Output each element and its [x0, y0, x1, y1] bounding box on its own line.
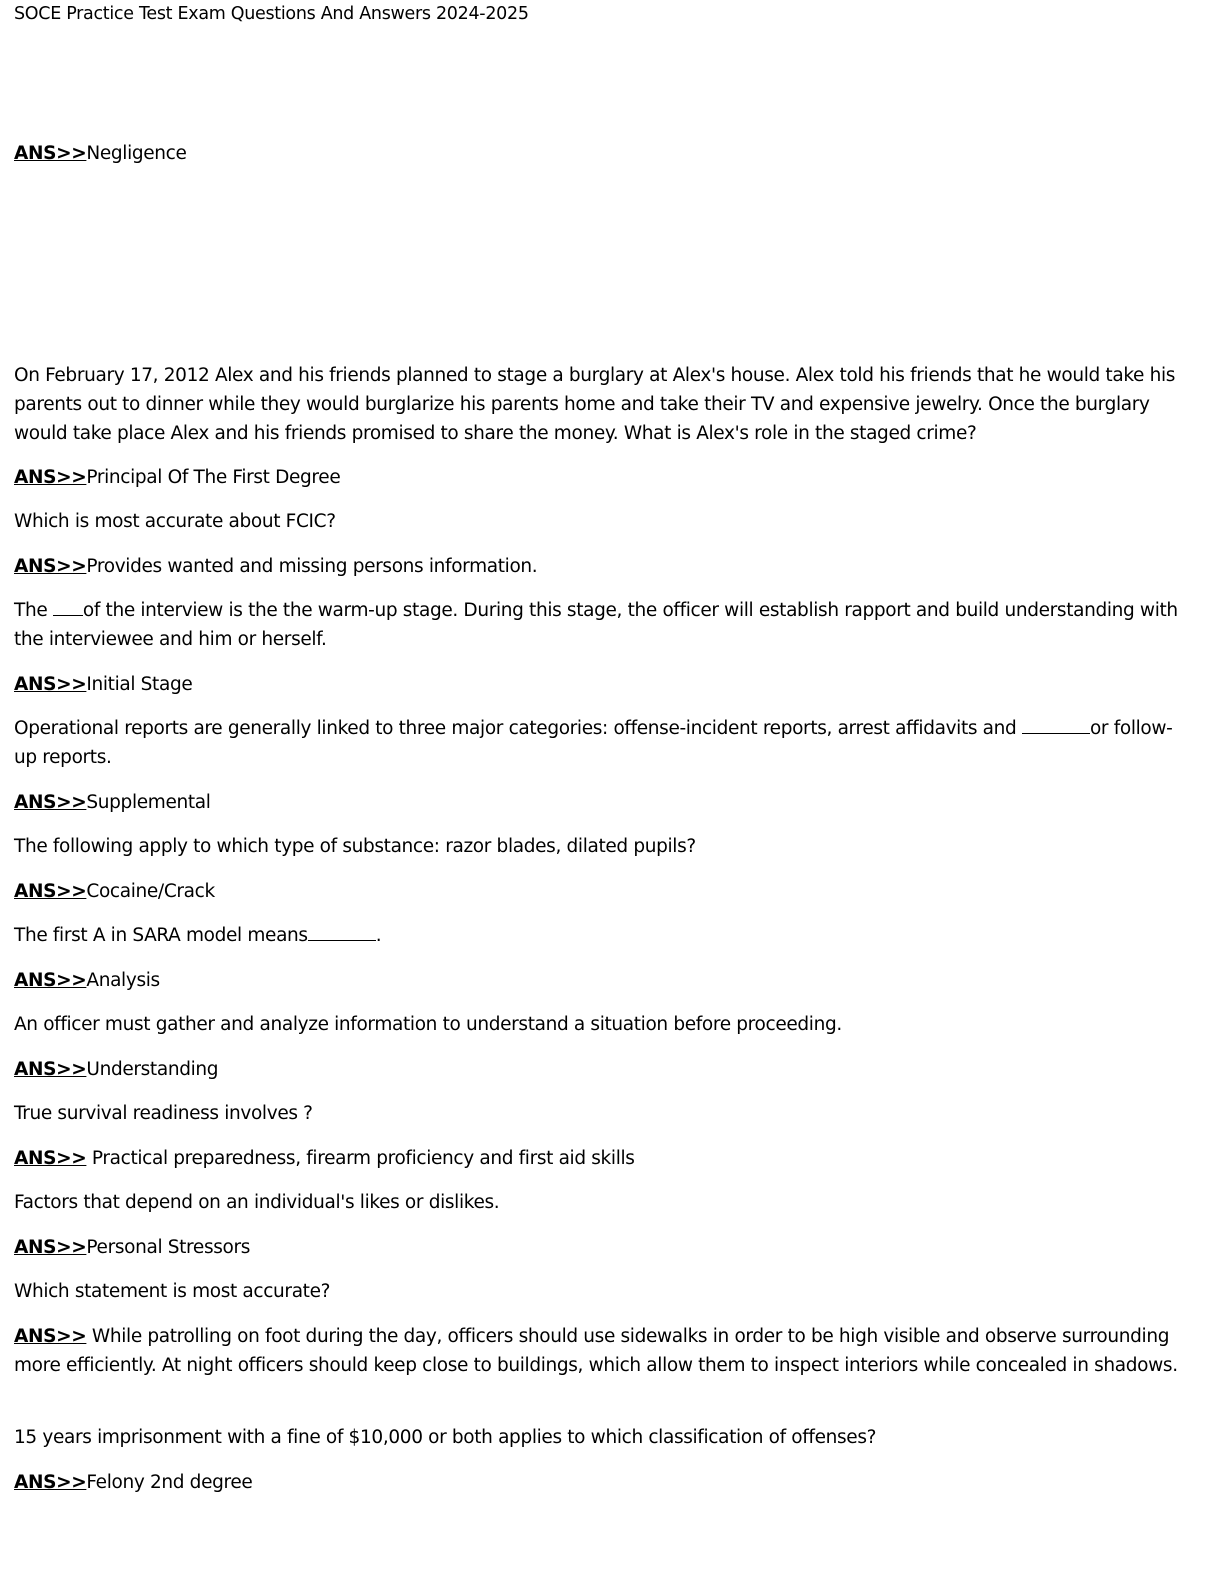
question-text: The following apply to which type of substance: razor blades, dilated pupils?	[14, 836, 696, 857]
question-line	[14, 507, 1184, 536]
question-text-before: The first A in SARA model means	[14, 925, 308, 946]
question-line	[14, 1188, 1184, 1217]
answer-line	[14, 1468, 1184, 1497]
answer-line	[14, 552, 1184, 581]
answer-text: Analysis	[86, 970, 160, 991]
question-line	[14, 714, 1184, 772]
question-line	[14, 1423, 1184, 1452]
answer-line	[14, 670, 1184, 699]
answer-prefix: ANS>>	[14, 792, 87, 813]
answer-text: Principal Of The First Degree	[86, 467, 341, 488]
answer-line	[14, 966, 1184, 995]
question-text-before: The	[14, 600, 53, 621]
question-text: True survival readiness involves ?	[14, 1103, 313, 1124]
answer-prefix: ANS>>	[14, 1148, 87, 1169]
answer-prefix: ANS>>	[14, 1472, 87, 1493]
answer-text: Felony 2nd degree	[86, 1472, 253, 1493]
answer-prefix: ANS>>	[14, 674, 87, 695]
question-text-after: or follow-up reports.	[14, 718, 1173, 768]
question-line	[14, 1010, 1184, 1039]
answer-prefix: ANS>>	[14, 881, 87, 902]
answer-prefix: ANS>>	[14, 1059, 87, 1080]
answer-text: While patrolling on foot during the day, officers should use sidewalks in order to be high visible and observe surrounding more efficiently. At night officers should keep close to buildings, which allow them to inspect interiors while concealed in shadows.	[14, 1326, 1178, 1376]
question-text: 15 years imprisonment with a fine of $10,000 or both applies to which classification of offenses?	[14, 1427, 877, 1448]
question-line	[14, 361, 1184, 448]
answer-prefix: ANS>>	[14, 556, 87, 577]
answer-prefix: ANS>>	[14, 970, 87, 991]
question-line	[14, 832, 1184, 861]
answer-prefix: ANS>>	[14, 143, 87, 164]
question-line	[14, 1099, 1184, 1128]
question-text: An officer must gather and analyze information to understand a situation before proceeding.	[14, 1014, 842, 1035]
answer-text: Negligence	[86, 143, 187, 164]
question-text: Which statement is most accurate?	[14, 1281, 331, 1302]
answer-prefix: ANS>>	[14, 1326, 87, 1347]
fill-in-blank	[53, 599, 83, 616]
answer-text: Personal Stressors	[86, 1237, 251, 1258]
answer-line	[14, 788, 1184, 817]
answer-text: Provides wanted and missing persons information.	[86, 556, 538, 577]
answer-line	[14, 877, 1184, 906]
answer-line	[14, 463, 1184, 492]
answer-line	[14, 1144, 1184, 1173]
answer-line	[14, 1055, 1184, 1084]
question-line	[14, 1277, 1184, 1306]
question-text-after: of the interview is the the warm-up stage. During this stage, the officer will establish rapport and build understanding with the interviewee and him or herself.	[14, 600, 1178, 650]
answer-prefix: ANS>>	[14, 467, 87, 488]
question-text: Which is most accurate about FCIC?	[14, 511, 336, 532]
fill-in-blank	[1022, 717, 1090, 734]
answer-text: Supplemental	[86, 792, 211, 813]
fill-in-blank	[308, 924, 376, 941]
answer-text: Initial Stage	[86, 674, 193, 695]
question-text-after: .	[375, 925, 382, 946]
answer-line	[14, 1233, 1184, 1262]
question-text: Factors that depend on an individual's likes or dislikes.	[14, 1192, 500, 1213]
document-title: SOCE Practice Test Exam Questions And Answers 2024-2025	[14, 4, 529, 24]
answer-text: Understanding	[86, 1059, 219, 1080]
question-text: On February 17, 2012 Alex and his friends planned to stage a burglary at Alex's house. Alex told his friends that he would take his parents out to dinner while they would burglarize his parents home and take their TV and expensive jewelry. Once the burglary would take place Alex and his friends promised to share the money. What is Alex's role in the staged crime?	[14, 365, 1176, 444]
answer-line	[14, 1322, 1184, 1380]
answer-line	[14, 139, 1184, 168]
answer-prefix: ANS>>	[14, 1237, 87, 1258]
question-line	[14, 596, 1184, 654]
question-text-before: Operational reports are generally linked to three major categories: offense-incident reports, arrest affidavits and	[14, 718, 1022, 739]
answer-text: Practical preparedness, firearm proficiency and first aid skills	[86, 1148, 635, 1169]
question-line	[14, 921, 1184, 950]
answer-text: Cocaine/Crack	[86, 881, 215, 902]
